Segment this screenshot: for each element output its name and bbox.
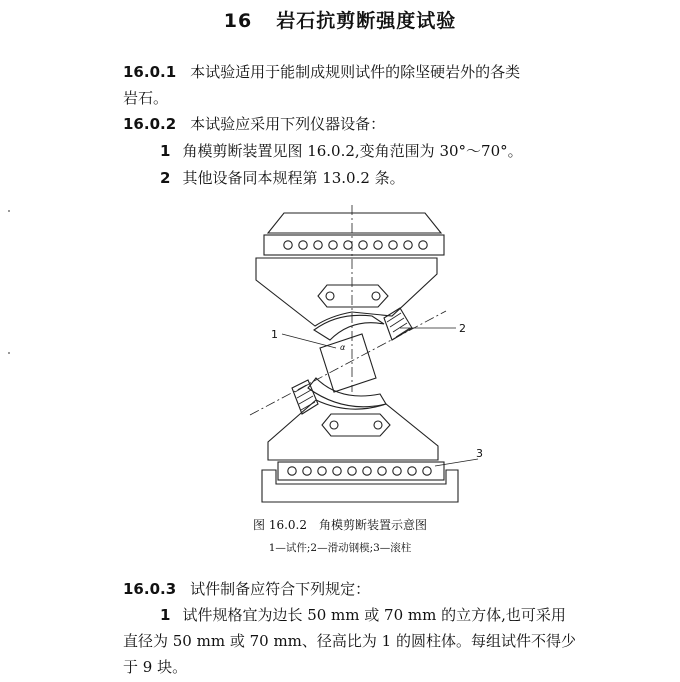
bottom-rollers bbox=[288, 467, 431, 475]
clause-number: 16.0.3 bbox=[123, 580, 177, 598]
clause-item-cont: 于 9 块。 bbox=[123, 658, 188, 676]
clause-number: 16.0.2 bbox=[123, 115, 177, 133]
lower-sliding-die bbox=[308, 378, 386, 407]
clause-item bbox=[160, 603, 566, 627]
right-slide-block bbox=[384, 308, 412, 340]
section-title: 岩石抗剪断强度试验 bbox=[276, 10, 457, 32]
callout-1: 1 bbox=[271, 328, 278, 341]
margin-dot bbox=[8, 352, 10, 354]
upper-sliding-die bbox=[314, 315, 384, 340]
item-text: 试件规格宜为边长 50 mm 或 70 mm 的立方体,也可采用 bbox=[182, 606, 566, 624]
clause-text: 本试验应采用下列仪器设备： bbox=[190, 115, 386, 133]
top-rollers bbox=[284, 241, 427, 249]
lower-bolt-plate bbox=[322, 414, 390, 436]
top-cap bbox=[268, 213, 441, 233]
figure-caption: 图 16.0.2 角模剪断装置示意图 bbox=[253, 518, 427, 532]
clause-16-0-3 bbox=[123, 577, 370, 601]
top-roller-row bbox=[264, 235, 444, 255]
callout-2: 2 bbox=[459, 322, 466, 335]
clause-number: 16.0.1 bbox=[123, 63, 177, 81]
item-text: 其他设备同本规程第 13.0.2 条。 bbox=[182, 169, 405, 187]
figure-legend: 1—试件;2—滑动钢模;3—滚柱 bbox=[268, 542, 412, 554]
margin-dot bbox=[8, 210, 10, 212]
angle-symbol: α bbox=[340, 343, 346, 352]
upper-bolt-plate bbox=[318, 285, 388, 307]
clause-16-0-1-cont: 岩石。 bbox=[123, 89, 169, 107]
shear-plane-line bbox=[250, 311, 446, 415]
item-number: 2 bbox=[160, 169, 171, 187]
clause-item-cont: 直径为 50 mm 或 70 mm、径高比为 1 的圆柱体。每组试件不得少 bbox=[123, 632, 576, 650]
item-number: 1 bbox=[160, 606, 171, 624]
leader-1 bbox=[282, 334, 336, 348]
lower-die bbox=[268, 400, 438, 460]
callout-3: 3 bbox=[476, 447, 483, 460]
item-number: 1 bbox=[160, 142, 171, 160]
clause-text: 试件制备应符合下列规定： bbox=[190, 580, 371, 598]
section-number: 16 bbox=[223, 10, 253, 32]
clause-text: 本试验适用于能制成规则试件的除坚硬岩外的各类 bbox=[190, 63, 521, 81]
item-text: 角模剪断装置见图 16.0.2,变角范围为 30°～70°。 bbox=[182, 142, 523, 160]
